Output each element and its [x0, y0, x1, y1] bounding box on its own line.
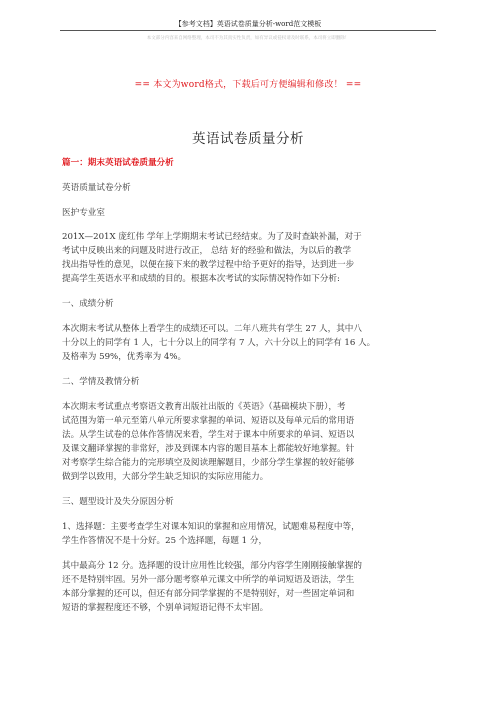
intro-line: 考试中反映出来的问题及时进行改正， 总结 好的经验和做法，为以后的教学 [62, 246, 352, 256]
paragraph-line: 本部分掌握的还可以，但还有部分同学掌握的不是特别好，对一些固定单词和 [62, 589, 355, 599]
heading-score-analysis: 一、成绩分析 [62, 299, 114, 309]
department: 医护专业室 [62, 208, 105, 218]
paragraph-line: 本次期末考试从整体上看学生的成绩还可以。二年八班共有学生 27 人，其中八 [62, 324, 362, 334]
paragraph-line: 及课文翻译掌握的非常好，涉及到课本内容的题目基本上都能较好地掌握。针 [62, 444, 355, 454]
subtitle: 英语质量试卷分析 [62, 183, 131, 193]
document-title: 英语试卷质量分析 [192, 131, 304, 147]
paragraph-line: 试范围为第一单元至第八单元所要求掌握的单词、短语以及每单元后的常用语 [62, 416, 355, 426]
paragraph-line: 对考察学生综合能力的完形填空及阅读理解题目，少部分学生掌握的较好能够 [62, 458, 355, 468]
paragraph-line: 短语的掌握程度还不够，个别单词短语记得不太牢固。 [62, 603, 269, 613]
intro-line: 201X—201X 庞红伟 学年上学期期末考试已经结束。为了及时查缺补漏，对于 [62, 232, 362, 242]
paragraph-line: 1、选择题：主要考查学生对课本知识的掌握和应用情况，试题难易程度中等， [62, 522, 360, 532]
editable-notice: == 本文为word格式，下载后可方便编辑和修改！ == [134, 80, 362, 90]
intro-line: 找出指导性的意见，以便在接下来的教学过程中给予更好的指导，达到进一步 [62, 260, 355, 270]
paragraph-line: 其中最高分 12 分。选择题的设计应用性比较强，部分内容学生刚刚接触掌握的 [62, 561, 362, 571]
disclaimer-text: 本文部分内容来自网络整理，本司不为其真实性负责，如有异议或侵权请及时联系，本司将立即删除！ [146, 36, 350, 41]
paragraph-line: 及格率为 59%，优秀率为 4%。 [62, 352, 187, 362]
header-divider [60, 30, 436, 31]
header-title: 【参考文档】英语试卷质量分析-word范文模板 [174, 20, 322, 28]
intro-line: 提高学生英语水平和成绩的目的。根据本次考试的实际情况特作如下分析: [62, 274, 340, 284]
section-heading: 篇一：期末英语试卷质量分析 [62, 158, 174, 168]
paragraph-line: 学生作答情况不是十分好。25 个选择题，每题 1 分， [62, 536, 268, 546]
paragraph-line: 本次期末考试重点考察语文教育出版社出版的《英语》（基础模块下册），考 [62, 402, 346, 412]
paragraph-line: 法。从学生试卷的总体作答情况来看，学生对于课本中所要求的单词、短语以 [62, 430, 355, 440]
heading-learning-analysis: 二、学情及教情分析 [62, 377, 140, 387]
paragraph-line: 做到学以致用，大部分学生缺乏知识的实际应用能力。 [62, 472, 269, 482]
paragraph-line: 还不是特别牢固。另外一部分题考察单元课文中所学的单词短语及语法，学生 [62, 575, 355, 585]
paragraph-line: 十分以上的同学有 1 人，七十分以上的同学有 7 人，六十分以上的同学有 16 人。 [62, 338, 376, 348]
heading-question-types: 三、题型设计及失分原因分析 [62, 497, 174, 507]
